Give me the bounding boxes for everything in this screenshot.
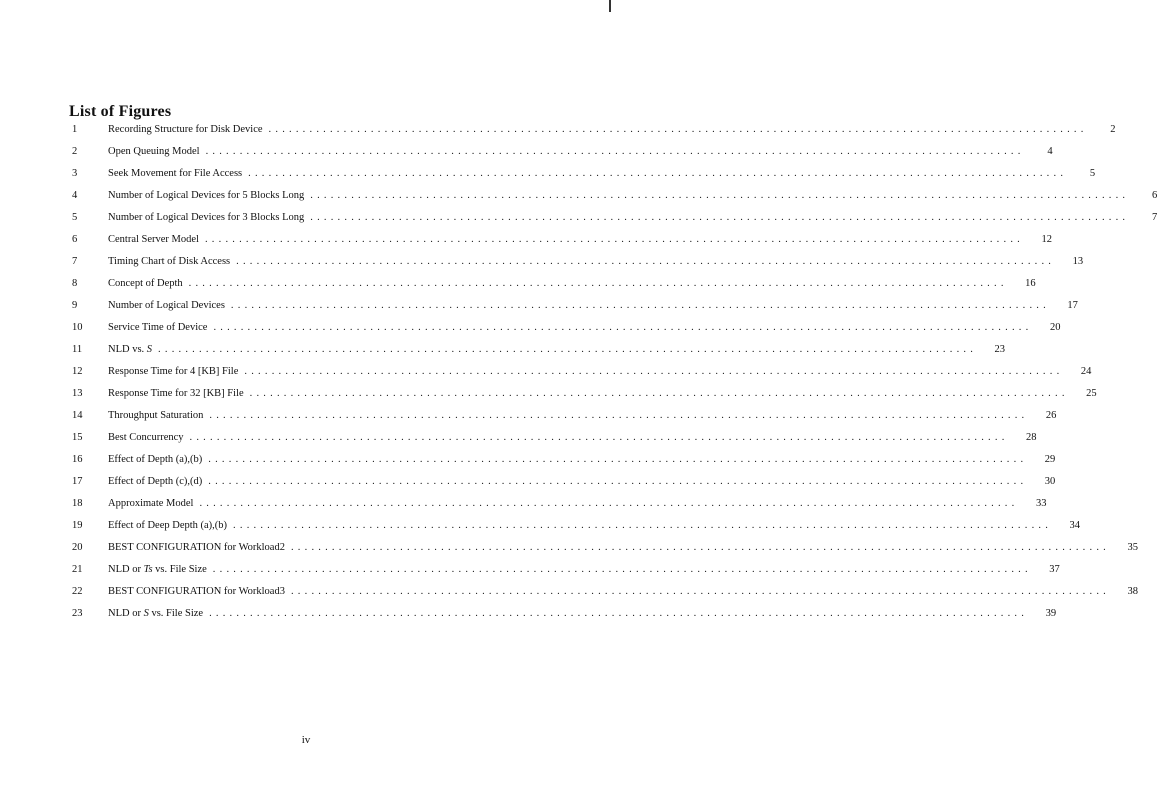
figure-number: 2 xyxy=(72,146,78,157)
dot-leader: ........................................................................................................................ xyxy=(230,300,1050,311)
figure-title-text: Effect of Depth (a),(b) xyxy=(108,454,203,465)
dot-leader: ........................................................................................................................ xyxy=(213,322,1033,333)
figure-number: 18 xyxy=(72,498,83,509)
figure-entry xyxy=(68,146,1053,168)
figure-page-number: 17 xyxy=(1067,300,1078,311)
dot-leader: ........................................................................................................................ xyxy=(244,366,1064,377)
figure-number: 21 xyxy=(72,564,83,575)
figure-page-number: 28 xyxy=(1026,432,1037,443)
dot-leader: ........................................................................................................................ xyxy=(290,586,1110,597)
dot-leader: ........................................................................................................................ xyxy=(209,608,1029,619)
figure-title xyxy=(108,608,203,619)
figure-number: 22 xyxy=(72,586,83,597)
dot-leader: ........................................................................................................................ xyxy=(212,564,1032,575)
figure-number: 3 xyxy=(72,168,78,179)
figure-title-math: S xyxy=(143,608,149,619)
dot-leader: ........................................................................................................................ xyxy=(248,168,1068,179)
figure-title xyxy=(108,124,263,135)
figure-title xyxy=(108,542,285,553)
figure-title xyxy=(108,520,227,531)
page-title: List of Figures xyxy=(69,102,172,120)
figure-entry xyxy=(68,366,1092,388)
figure-entry xyxy=(68,234,1052,256)
figure-title xyxy=(108,234,199,245)
figure-title-text: Number of Logical Devices xyxy=(108,300,225,311)
dot-leader: ........................................................................................................................ xyxy=(233,520,1053,531)
figure-number: 20 xyxy=(72,542,83,553)
figure-page-number: 37 xyxy=(1049,564,1060,575)
figure-entry xyxy=(68,388,1097,410)
figure-entry xyxy=(68,476,1056,498)
figure-entry xyxy=(68,124,1116,146)
figure-title-text: Seek Movement for File Access xyxy=(108,168,243,179)
figure-title-text: NLD or xyxy=(108,564,144,575)
figure-title-math: S xyxy=(146,344,153,355)
figure-number: 23 xyxy=(72,608,83,619)
figure-page-number: 26 xyxy=(1045,410,1057,421)
figure-number: 6 xyxy=(72,234,78,245)
figure-page-number: 38 xyxy=(1127,586,1138,597)
figure-entry xyxy=(68,498,1047,520)
dot-leader: ........................................................................................................................ xyxy=(204,234,1024,245)
figure-title-text: Best Concurrency xyxy=(108,432,184,443)
dot-leader: ........................................................................................................................ xyxy=(199,498,1019,509)
figure-number: 12 xyxy=(72,366,83,377)
dot-leader: ........................................................................................................................ xyxy=(290,542,1110,553)
figure-entry xyxy=(68,344,1006,366)
figure-page-number: 23 xyxy=(994,344,1006,355)
figure-title-text: Number of Logical Devices for 3 Blocks Long xyxy=(108,212,305,223)
figure-page-number: 25 xyxy=(1086,388,1097,399)
figure-title-text: Service Time of Device xyxy=(108,322,208,333)
figure-title-suffix: vs. File Size xyxy=(152,564,207,575)
figure-title xyxy=(108,432,184,443)
figure-title-text: Number of Logical Devices for 5 Blocks Long xyxy=(108,190,305,201)
figure-entry xyxy=(68,256,1084,278)
figure-number: 9 xyxy=(72,300,78,311)
figure-title xyxy=(108,454,202,465)
figure-title-text: Approximate Model xyxy=(108,498,194,509)
dot-leader: ........................................................................................................................ xyxy=(310,190,1130,201)
dot-leader: ........................................................................................................................ xyxy=(205,146,1025,157)
figure-title xyxy=(108,498,193,509)
figure-title xyxy=(108,190,304,201)
figure-entry xyxy=(68,168,1096,190)
figure-number: 8 xyxy=(72,278,78,289)
figure-title-text: Throughput Saturation xyxy=(108,410,204,421)
figure-title-math: Ts xyxy=(143,564,153,575)
dot-leader: ........................................................................................................................ xyxy=(310,212,1130,223)
figure-title xyxy=(108,564,207,575)
figure-entry xyxy=(68,432,1037,454)
figure-title-suffix: vs. File Size xyxy=(148,608,204,619)
scan-edge-mark xyxy=(609,0,611,12)
figure-entry xyxy=(68,564,1060,586)
figure-entry xyxy=(68,410,1057,432)
dot-leader: ........................................................................................................................ xyxy=(188,278,1008,289)
figure-title-text: Effect of Deep Depth (a),(b) xyxy=(108,520,228,531)
dot-leader: ........................................................................................................................ xyxy=(189,432,1009,443)
figure-number: 7 xyxy=(72,256,78,267)
figure-title-text: BEST CONFIGURATION for Workload2 xyxy=(108,542,285,553)
figure-page-number: 24 xyxy=(1080,366,1092,377)
figure-title xyxy=(108,146,200,157)
figure-page-number: 16 xyxy=(1025,278,1036,289)
figure-number: 16 xyxy=(72,454,83,465)
figure-title-text: NLD vs. xyxy=(108,344,147,355)
figure-title-text: Timing Chart of Disk Access xyxy=(108,256,231,267)
figure-entry xyxy=(68,322,1061,344)
figure-page-number: 4 xyxy=(1047,146,1053,157)
figure-entry xyxy=(68,278,1036,300)
figure-title xyxy=(108,344,152,355)
figure-entry xyxy=(68,586,1138,608)
figure-number: 15 xyxy=(72,432,83,443)
dot-leader: ........................................................................................................................ xyxy=(208,476,1028,487)
figure-number: 4 xyxy=(72,190,78,201)
page-number: iv xyxy=(301,734,311,746)
figure-title-text: Open Queuing Model xyxy=(108,146,200,157)
figure-title-text: Effect of Depth (c),(d) xyxy=(108,476,203,487)
figure-page-number: 39 xyxy=(1045,608,1057,619)
figure-entry xyxy=(68,190,1157,212)
figure-number: 17 xyxy=(72,476,83,487)
figure-page-number: 5 xyxy=(1089,168,1096,179)
dot-leader: ........................................................................................................................ xyxy=(236,256,1056,267)
figure-entry xyxy=(68,608,1057,630)
figure-title xyxy=(108,476,202,487)
figure-title xyxy=(108,278,183,289)
figure-page-number: 20 xyxy=(1049,322,1061,333)
figure-entry xyxy=(68,520,1081,542)
figure-title-text: Central Server Model xyxy=(108,234,199,245)
figure-page-number: 6 xyxy=(1152,190,1157,201)
figure-page-number: 12 xyxy=(1041,234,1052,245)
figure-page-number: 35 xyxy=(1127,542,1138,553)
figure-title xyxy=(108,410,203,421)
figure-page-number: 30 xyxy=(1044,476,1056,487)
figure-number: 11 xyxy=(72,344,83,355)
dot-leader: ........................................................................................................................ xyxy=(208,454,1028,465)
dot-leader: ........................................................................................................................ xyxy=(209,410,1029,421)
figure-page-number: 29 xyxy=(1044,454,1056,465)
figure-title xyxy=(108,168,242,179)
figure-page-number: 7 xyxy=(1152,212,1157,223)
figure-page-number: 33 xyxy=(1035,498,1047,509)
figure-entry xyxy=(68,212,1157,234)
dot-leader: ........................................................................................................................ xyxy=(249,388,1069,399)
figure-number: 1 xyxy=(72,124,78,135)
figure-number: 10 xyxy=(72,322,83,333)
figure-title xyxy=(108,212,304,223)
figure-title-text: Response Time for 4 [KB] File xyxy=(108,366,239,377)
figure-title xyxy=(108,322,207,333)
figure-page-number: 13 xyxy=(1072,256,1084,267)
figure-title xyxy=(108,366,238,377)
figure-title-text: NLD or xyxy=(108,608,144,619)
figure-title xyxy=(108,586,285,597)
figure-list xyxy=(68,124,1157,630)
figure-title-text: Recording Structure for Disk Device xyxy=(108,124,263,135)
figure-title-text: BEST CONFIGURATION for Workload3 xyxy=(108,586,285,597)
figure-page-number: 2 xyxy=(1110,124,1116,135)
dot-leader: ........................................................................................................................ xyxy=(158,344,978,355)
figure-title-text: Response Time for 32 [KB] File xyxy=(108,388,244,399)
figure-number: 5 xyxy=(72,212,78,223)
figure-title xyxy=(108,388,244,399)
figure-number: 13 xyxy=(72,388,83,399)
figure-title-text: Concept of Depth xyxy=(108,278,183,289)
figure-entry xyxy=(68,300,1078,322)
figure-entry xyxy=(68,542,1138,564)
figure-number: 14 xyxy=(72,410,83,421)
figure-title xyxy=(108,256,230,267)
figure-number: 19 xyxy=(72,520,83,531)
figure-entry xyxy=(68,454,1056,476)
figure-title xyxy=(108,300,225,311)
dot-leader: ........................................................................................................................ xyxy=(268,124,1088,135)
figure-page-number: 34 xyxy=(1069,520,1081,531)
